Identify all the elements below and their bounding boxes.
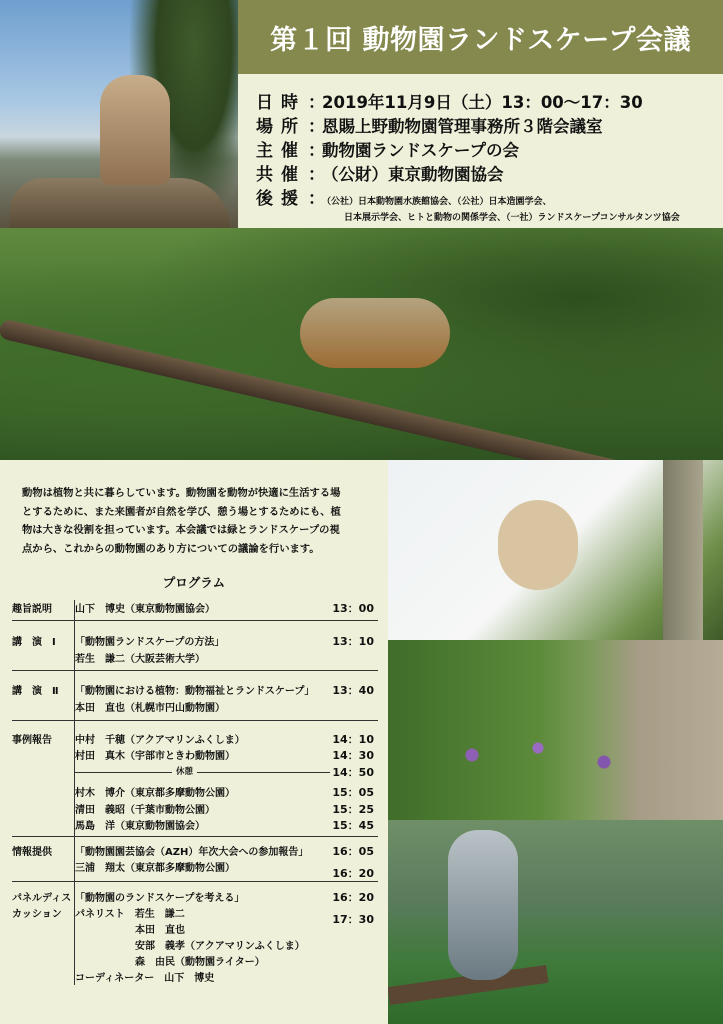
program-panel	[0, 460, 388, 1024]
session-time: 13：40	[332, 684, 374, 697]
info-key: 主催	[256, 141, 306, 161]
title-bar	[238, 0, 723, 74]
info-row-cohost: 共催 ： （公財）東京動物園協会	[256, 160, 723, 184]
session-time: 16：20	[332, 867, 374, 880]
session-label: 講 演 Ⅰ	[12, 637, 56, 648]
session-row: 若生 謙二（大阪芸術大学）	[75, 654, 205, 665]
info-row-datetime: 日時 ： 2019年11月9日（土）13：00～17：30	[256, 88, 723, 112]
session-row: 三浦 翔太（東京都多摩動物公園）	[75, 863, 235, 874]
session-time: 14：10	[332, 733, 374, 746]
info-value: （公財）東京動物園協会	[322, 165, 504, 184]
session-time: 14：50	[332, 766, 374, 779]
trunk-shape	[663, 460, 703, 640]
program-heading: プログラム	[162, 575, 226, 590]
session-label: パネルディス	[12, 893, 72, 904]
schedule-vertical-rule	[74, 600, 75, 985]
shoebill-photo	[388, 820, 723, 1024]
session-row: 本田 直也（札幌市円山動物園）	[75, 703, 225, 714]
break-divider	[75, 772, 330, 773]
session-row: コーディネーター 山下 博史	[75, 973, 215, 984]
divider	[12, 836, 378, 837]
info-key: 共催	[256, 165, 306, 185]
session-row: 安部 義孝（アクアマリンふくしま）	[75, 941, 305, 952]
session-row: 森 由民（動物園ライター）	[75, 957, 265, 968]
session-label: 事例報告	[12, 735, 52, 746]
serow-shape	[100, 75, 170, 185]
session-time: 15：05	[332, 786, 374, 799]
gibbon-shape	[498, 500, 578, 590]
session-time: 15：25	[332, 803, 374, 816]
session-row: 「動物園のランドスケープを考える」	[75, 893, 245, 904]
intro-line: とするために、また来園者が自然を学び、憩う場とするためにも、植	[22, 505, 341, 518]
session-row: 「動物園園芸協会（AZH）年次大会への参加報告」	[75, 847, 309, 858]
info-row-venue: 場所 ： 恩賜上野動物園管理事務所３階会議室	[256, 112, 723, 136]
divider	[12, 620, 378, 621]
session-time: 17：30	[332, 913, 374, 926]
divider	[12, 670, 378, 671]
session-time: 16：05	[332, 845, 374, 858]
divider	[12, 720, 378, 721]
session-time: 13：00	[332, 602, 374, 615]
intro-line: 動物は植物と共に暮らしています。動物園を動物が快適に生活する場	[22, 487, 341, 499]
session-row: 「動物園ランドスケープの方法」	[75, 637, 225, 648]
intro-line: 物は大きな役割を担っています。本会議では緑とランドスケープの視	[22, 524, 340, 536]
intro-text	[22, 484, 376, 558]
info-value: 2019年11月9日（土）13：00～17：30	[322, 93, 643, 112]
serow-photo	[0, 0, 238, 228]
session-row: 村木 博介（東京都多摩動物公園）	[75, 788, 235, 799]
info-row-organizer: 主催 ： 動物園ランドスケープの会	[256, 136, 723, 160]
session-label: カッション	[12, 909, 62, 920]
session-label: 講 演 Ⅱ	[12, 686, 59, 697]
info-value: 恩賜上野動物園管理事務所３階会議室	[322, 117, 603, 136]
intro-line: 点から、これからの動物園のあり方についての議論を行います。	[22, 542, 320, 555]
session-row: 馬島 洋（東京動物園協会）	[75, 821, 205, 832]
session-time: 14：30	[332, 749, 374, 762]
event-info	[238, 74, 723, 228]
info-key: 日時	[256, 93, 306, 113]
gibbon-photo	[388, 460, 723, 640]
rock-shape	[10, 178, 230, 228]
info-row-support: 後援 ： （公社）日本動物園水族館協会、（公社）日本造園学会、	[256, 184, 723, 208]
session-label: 趣旨説明	[12, 604, 52, 615]
info-key: 場所	[256, 117, 306, 137]
monkey-shape	[300, 298, 450, 368]
shoebill-shape	[448, 830, 518, 980]
info-support-continuation: 日本展示学会、ヒトと動物の関係学会、（一社）ランドスケープコンサルタンツ協会	[344, 213, 680, 223]
session-row: 山下 博史（東京動物園協会）	[75, 604, 215, 615]
page-title: 第１回 動物園ランドスケープ会議	[270, 24, 691, 56]
session-row: 本田 直也	[75, 925, 185, 936]
squirrel-monkey-photo	[0, 228, 723, 460]
session-row: 中村 千穂（アクアマリンふくしま）	[75, 735, 245, 746]
session-label: 情報提供	[12, 847, 52, 858]
session-row: 「動物園における植物：動物福祉とランドスケープ」	[75, 686, 315, 697]
garden-path-photo	[388, 640, 723, 820]
info-value: 動物園ランドスケープの会	[322, 141, 520, 160]
flowers-shape	[428, 720, 648, 790]
session-time: 15：45	[332, 819, 374, 832]
session-row: 村田 真木（宇部市ときわ動物園）	[75, 751, 235, 762]
session-row: 清田 義昭（千葉市動物公園）	[75, 805, 215, 816]
session-time: 16：20	[332, 891, 374, 904]
break-label: 休憩	[172, 765, 197, 777]
session-time: 13：10	[332, 635, 374, 648]
info-value: （公社）日本動物園水族館協会、（公社）日本造園学会、	[322, 197, 552, 207]
info-key: 後援	[256, 189, 306, 209]
session-row: パネリスト 若生 謙二	[75, 909, 185, 920]
divider	[12, 881, 378, 882]
